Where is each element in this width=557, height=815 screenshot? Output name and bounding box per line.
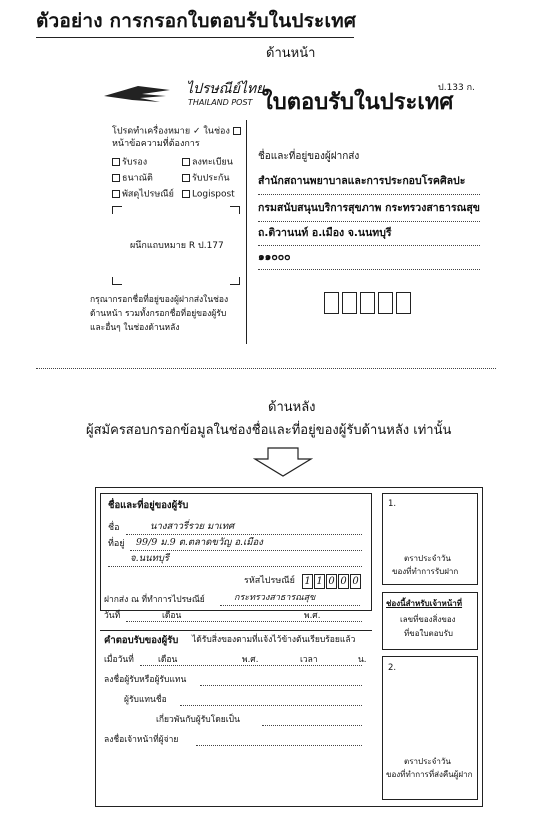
on-behalf-label: ผู้รับแทนชื่อ	[124, 695, 167, 705]
sig-recipient-rule	[200, 685, 362, 686]
option-ems[interactable]: ธนาณัติ	[112, 174, 153, 184]
reply-month: เดือน	[158, 655, 178, 665]
front-bottom-border	[36, 368, 496, 369]
relation-rule	[262, 725, 362, 726]
sender-rule-1	[258, 194, 480, 195]
sent-date-month: เดือน	[162, 611, 182, 621]
zip-digit-1[interactable]: 1	[302, 574, 313, 589]
logo-english: THAILAND POST	[188, 98, 253, 107]
reply-time-unit: น.	[358, 655, 367, 665]
sender-rule-2	[258, 221, 480, 222]
sender-line-3: ถ.ติวานนท์ อ.เมือง จ.นนทบุรี	[258, 227, 392, 239]
sender-zip: ๑๑๐๐๐	[258, 251, 291, 263]
left-instruction-2: หน้าข้อความที่ต้องการ	[112, 139, 200, 149]
sent-date-day: วันที่	[104, 611, 121, 621]
name-value[interactable]: นางสาวรี่รวย มาเทศ	[150, 521, 235, 532]
name-rule	[126, 534, 362, 535]
left-footer-2: ด้านหน้า รวมทั้งกรอกชื่อที่อยู่ของผู้รับ	[90, 309, 227, 319]
box2-number: 2.	[388, 663, 397, 673]
option-cod[interactable]: รับประกัน	[182, 174, 230, 184]
box1-caption-1: ตราประจำวัน	[404, 554, 451, 563]
sender-line-1: สำนักสถานพยาบาลและการประกอบโรคศิลปะ	[258, 175, 466, 187]
reply-divider	[100, 630, 372, 631]
address-label: ที่อยู่	[108, 539, 125, 549]
relation-label: เกี่ยวพันกับผู้รับโดยเป็น	[156, 715, 240, 725]
reply-time: เวลา	[300, 655, 318, 665]
sender-line-2: กรมสนับสนุนบริการสุขภาพ กระทรวงสาธารณสุข	[258, 202, 480, 214]
address-value-2[interactable]: จ.นนทบุรี	[130, 553, 169, 564]
sender-zip-box-1[interactable]	[324, 292, 339, 314]
front-label: ด้านหน้า	[266, 46, 316, 61]
option-registered[interactable]: ลงทะเบียน	[182, 158, 233, 168]
sig-officer-label: ลงชื่อเจ้าหน้าที่ผู้จ่าย	[104, 735, 179, 745]
zip-digit-4[interactable]: 0	[338, 574, 349, 589]
reply-label: คำตอบรับของผู้รับ	[104, 635, 179, 646]
sent-date-year: พ.ศ.	[304, 611, 321, 621]
sender-zip-box-4[interactable]	[378, 292, 393, 314]
officer-box-line-2: ที่ขอใบตอบรับ	[404, 629, 453, 638]
sender-zip-box-5[interactable]	[396, 292, 411, 314]
sent-at-value[interactable]: กระทรวงสาธารณสุข	[234, 593, 316, 603]
box2-caption-1: ตราประจำวัน	[404, 757, 451, 766]
address-rule-1	[130, 550, 362, 551]
stamp-corner-tl	[112, 206, 122, 214]
back-instruction: ผู้สมัครสอบกรอกข้อมูลในช่องชื่อและที่อยู่ของผู้รับด้านหลัง เท่านั้น	[86, 423, 452, 438]
name-label: ชื่อ	[108, 523, 120, 533]
zip-digit-5[interactable]: 0	[350, 574, 361, 589]
sent-date-rule	[126, 621, 362, 622]
reply-date-rule	[140, 665, 362, 666]
sender-rule-4	[258, 269, 480, 270]
recipient-label: ชื่อและที่อยู่ของผู้รับ	[108, 500, 189, 511]
reply-year: พ.ศ.	[242, 655, 259, 665]
officer-box-line-1: เลขที่ของสิ่งของ	[400, 615, 456, 624]
left-instruction-1: โปรดทำเครื่องหมาย ✓ ในช่อง	[112, 127, 243, 137]
zip-digit-2[interactable]: 1	[314, 574, 325, 589]
address-rule-2	[108, 566, 362, 567]
front-form	[90, 72, 482, 362]
sender-rule-3	[258, 245, 480, 246]
option-parcel[interactable]: พัสดุไปรษณีย์	[112, 190, 174, 200]
front-divider	[246, 120, 247, 344]
box2-caption-2: ของที่ทำการที่ส่งคืนผู้ฝาก	[386, 770, 473, 779]
sender-zip-box-3[interactable]	[360, 292, 375, 314]
back-form	[95, 487, 483, 807]
sig-recipient-label: ลงชื่อผู้รับหรือผู้รับแทน	[104, 675, 187, 685]
stamp-corner-br	[230, 277, 240, 285]
back-label: ด้านหลัง	[268, 400, 316, 415]
form-code: ป.133 ก.	[438, 83, 475, 93]
on-behalf-rule	[180, 705, 362, 706]
officer-box-title: ช่องนี้สำหรับเจ้าหน้าที่	[386, 599, 463, 608]
reply-text: ได้รับสิ่งของตามที่แจ้งไว้ข้างต้นเรียบร้อยแล้ว	[192, 635, 356, 645]
sig-officer-rule	[196, 745, 362, 746]
down-arrow-icon	[253, 447, 313, 477]
stamp-note: ผนึกแถบหมาย R ป.177	[130, 241, 224, 251]
logo-thai: ไปรษณีย์ไทย	[186, 81, 265, 97]
sent-at-rule	[220, 605, 360, 606]
reply-when: เมื่อวันที่	[104, 655, 134, 665]
heading-underline	[36, 37, 354, 38]
stamp-corner-tr	[230, 206, 240, 214]
address-value[interactable]: 99/9 ม.9 ต.ตลาดขวัญ อ.เมือง	[136, 537, 263, 548]
page-heading: ตัวอย่าง การกรอกใบตอบรับในประเทศ	[36, 10, 357, 32]
sent-at-label: ฝากส่ง ณ ที่ทำการไปรษณีย์	[104, 595, 205, 605]
sender-zip-box-2[interactable]	[342, 292, 357, 314]
stamp-corner-bl	[112, 277, 122, 285]
option-registered-insured[interactable]: รับรอง	[112, 158, 147, 168]
box1-number: 1.	[388, 499, 397, 509]
zip-digit-3[interactable]: 0	[326, 574, 337, 589]
left-footer-3: และอื่นๆ ในช่องด้านหลัง	[90, 323, 180, 333]
sender-label: ชื่อและที่อยู่ของผู้ฝากส่ง	[258, 151, 360, 162]
thailand-post-wings-icon	[102, 82, 172, 106]
form-title: ใบตอบรับในประเทศ	[262, 90, 454, 115]
zip-label: รหัสไปรษณีย์	[244, 576, 295, 586]
left-footer-1: กรุณากรอกชื่อที่อยู่ของผู้ฝากส่งในช่อง	[90, 295, 229, 305]
option-logispost[interactable]: Logispost	[182, 190, 235, 200]
box1-caption-2: ของที่ทำการรับฝาก	[392, 567, 459, 576]
